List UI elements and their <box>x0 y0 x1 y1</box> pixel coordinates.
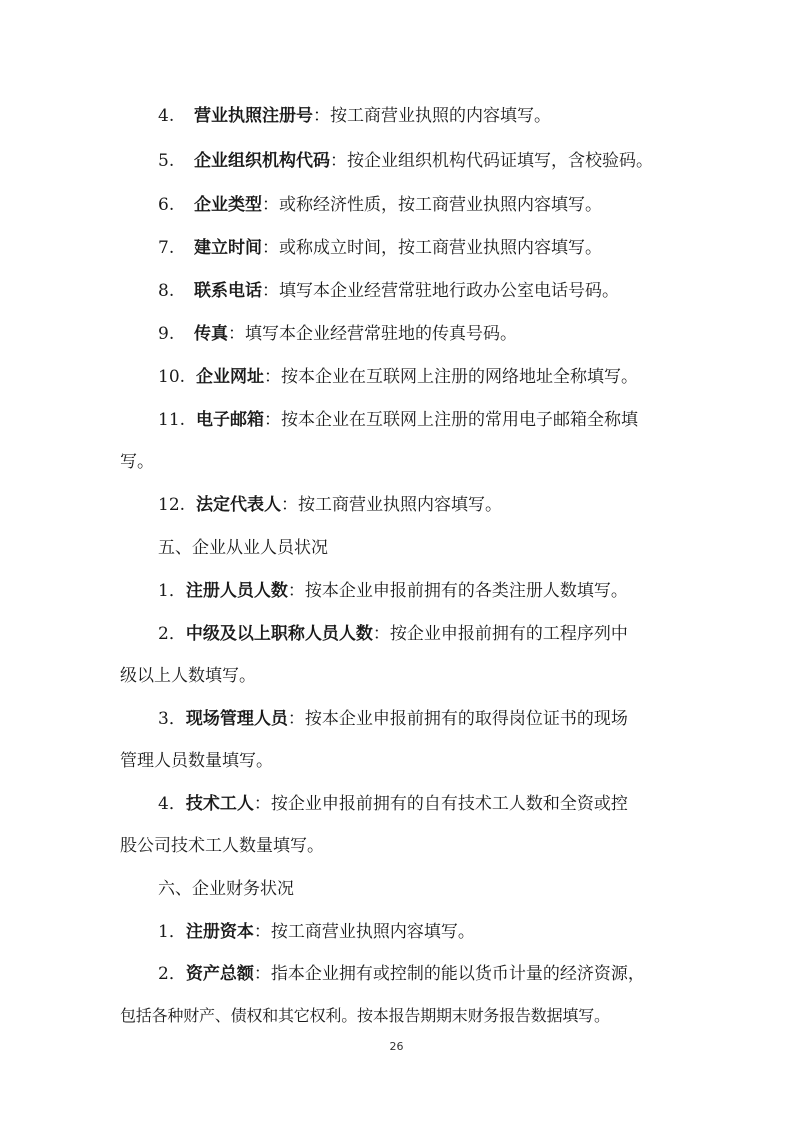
list-item: 12. 法定代表人：按工商营业执照内容填写。 <box>158 495 502 515</box>
list-item: 3．现场管理人员：按本企业申报前拥有的取得岗位证书的现场 <box>158 709 628 729</box>
list-item-continuation: 管理人员数量填写。 <box>120 751 273 771</box>
list-item: 7. 建立时间：或称成立时间，按工商营业执照内容填写。 <box>158 238 602 258</box>
list-item: 8. 联系电话：填写本企业经营常驻地行政办公室电话号码。 <box>158 281 619 301</box>
list-item: 1．注册人员人数：按本企业申报前拥有的各类注册人数填写。 <box>158 581 628 601</box>
list-item-continuation: 包括各种财产、债权和其它权利。按本报告期期末财务报告数据填写。 <box>120 1006 610 1025</box>
list-item: 5. 企业组织机构代码：按企业组织机构代码证填写，含校验码。 <box>158 151 653 171</box>
list-item: 2．中级及以上职称人员人数：按企业申报前拥有的工程序列中 <box>158 624 628 644</box>
list-item: 4．技术工人：按企业申报前拥有的自有技术工人数和全资或控 <box>158 794 628 814</box>
list-item: 9. 传真：填写本企业经营常驻地的传真号码。 <box>158 324 517 344</box>
list-item: 4. 营业执照注册号：按工商营业执照的内容填写。 <box>158 106 551 126</box>
list-item-continuation: 级以上人数填写。 <box>120 666 256 686</box>
list-item: 1．注册资本：按工商营业执照内容填写。 <box>158 922 475 942</box>
section-heading: 五、企业从业人员状况 <box>158 538 328 558</box>
list-item-continuation: 写。 <box>120 452 154 472</box>
list-item: 11. 电子邮箱：按本企业在互联网上注册的常用电子邮箱全称填 <box>158 410 638 430</box>
list-item-continuation: 股公司技术工人数量填写。 <box>120 836 324 856</box>
list-item: 6. 企业类型：或称经济性质，按工商营业执照内容填写。 <box>158 195 602 215</box>
list-item: 2．资产总额：指本企业拥有或控制的能以货币计量的经济资源， <box>158 964 645 984</box>
section-heading: 六、企业财务状况 <box>158 879 294 899</box>
list-item: 10. 企业网址：按本企业在互联网上注册的网络地址全称填写。 <box>158 367 638 387</box>
page-number: 26 <box>389 1040 404 1053</box>
